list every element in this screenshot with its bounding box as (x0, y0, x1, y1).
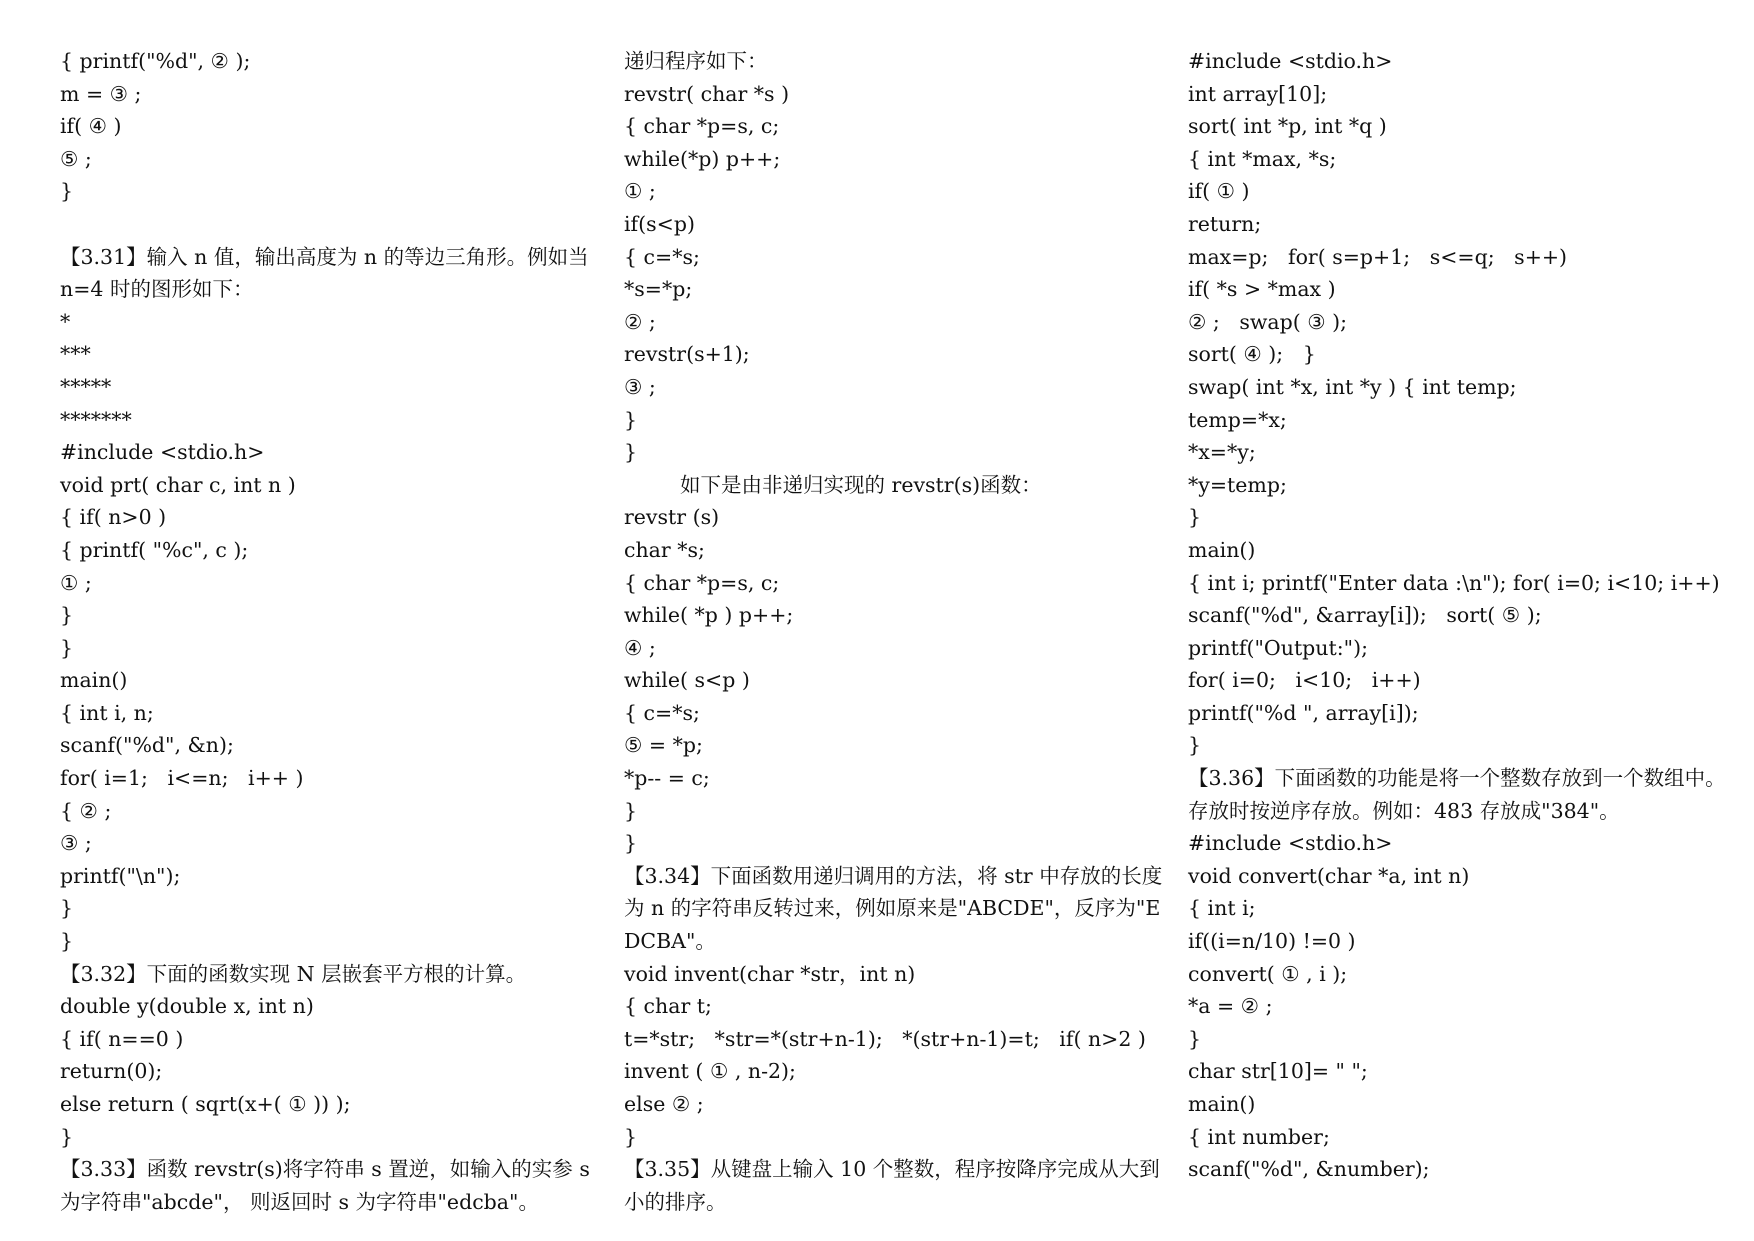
code-line: } (1188, 505, 1202, 530)
code-line: printf("\n"); (60, 863, 181, 888)
code-line: void convert(char *a, int n) (1188, 863, 1470, 888)
code-line (60, 208, 605, 241)
code-line: for( i=0; i<10; i++) (1188, 668, 1421, 693)
code-line: return; (1188, 211, 1262, 236)
code-line: *s=*p; (624, 277, 693, 302)
code-line: printf("%d ", array[i]); (1188, 700, 1419, 725)
code-line: } (60, 603, 74, 628)
code-line: main() (60, 668, 128, 693)
code-line: printf("Output:"); (1188, 635, 1368, 660)
code-line: } (60, 1124, 74, 1149)
code-line: char str[10]= " "; (1188, 1059, 1368, 1084)
code-line: ① ; (60, 570, 92, 595)
code-line: return(0); (60, 1059, 163, 1084)
code-line: ③ ; (624, 374, 656, 399)
question-heading: 【3.35】从键盘上输入 10 个整数，程序按降序完成从大到小的排序。 (624, 1157, 1160, 1214)
code-line: *** (60, 342, 91, 367)
code-line: 如下是由非递归实现的 revstr(s)函数： (680, 472, 1042, 497)
code-line: void invent(char *str，int n) (624, 961, 916, 986)
code-line: } (624, 440, 638, 465)
code-line: { c=*s; (624, 700, 700, 725)
question-heading: 【3.33】函数 revstr(s)将字符串 s 置逆，如输入的实参 s 为字符串"abcde"， 则返回时 s 为字符串"edcba"。 (60, 1157, 590, 1214)
code-line: ⑤ = *p; (624, 733, 703, 758)
code-line: { c=*s; (624, 244, 700, 269)
code-line: sort( ④ ); } (1188, 342, 1316, 367)
code-line: ⑤ ; (60, 146, 92, 171)
code-line: { printf("%d", ② ); (60, 49, 251, 73)
code-line: while( *p ) p++; (624, 603, 794, 628)
code-line: { char *p=s, c; (624, 114, 780, 139)
code-line: { int i, n; (60, 700, 154, 725)
code-line: 递归程序如下： (624, 49, 768, 73)
code-line: sort( int *p, int *q ) (1188, 114, 1387, 139)
code-line: m = ③ ; (60, 81, 142, 106)
code-line: swap( int *x, int *y ) { int temp; (1188, 374, 1517, 399)
code-line: scanf("%d", &number); (1188, 1157, 1430, 1182)
code-line: #include <stdio.h> (1188, 49, 1393, 73)
code-line: temp=*x; (1188, 407, 1287, 432)
code-line: ④ ; (624, 635, 656, 660)
code-line: { char t; (624, 994, 712, 1019)
code-line: { char *p=s, c; (624, 570, 780, 595)
code-line: { printf( "%c", c ); (60, 537, 249, 562)
code-line: revstr(s+1); (624, 342, 750, 367)
code-line: #include <stdio.h> (1188, 831, 1393, 856)
code-line: *p-- = c; (624, 766, 710, 791)
code-line: main() (1188, 1092, 1256, 1116)
code-line: if( ① ) (1188, 179, 1250, 204)
code-line: ① ; (624, 179, 656, 204)
code-line: revstr (s) (624, 505, 720, 530)
code-line: else ② ; (624, 1092, 704, 1116)
code-line: ***** (60, 374, 112, 399)
code-line: *x=*y; (1188, 440, 1256, 465)
code-line: if((i=n/10) !=0 ) (1188, 929, 1356, 954)
code-line: ② ; (624, 309, 656, 334)
code-line: { ② ; (60, 798, 112, 823)
code-line: revstr( char *s ) (624, 81, 790, 106)
code-line: } (60, 896, 74, 921)
code-line: for( i=1; i<=n; i++ ) (60, 766, 304, 791)
code-line: } (624, 831, 638, 856)
code-line: } (60, 179, 74, 204)
code-line: { if( n==0 ) (60, 1026, 184, 1051)
code-line: ③ ; (60, 831, 92, 856)
code-line: char *s; (624, 537, 705, 562)
page-column-middle (624, 45, 1169, 1218)
code-line: { int i; printf("Enter data :\n"); for( i=0; i<10; i++) (1188, 570, 1720, 595)
question-heading: 【3.34】下面函数用递归调用的方法，将 str 中存放的长度为 n 的字符串反转过来，例如原来是"ABCDE"，反序为"EDCBA"。 (624, 863, 1163, 954)
code-line: } (624, 798, 638, 823)
code-line: } (624, 407, 638, 432)
code-line: double y(double x, int n) (60, 994, 314, 1019)
code-line: { int i; (1188, 896, 1256, 921)
code-line: if(s<p) (624, 211, 695, 236)
code-line: scanf("%d", &n); (60, 733, 234, 758)
code-line: main() (1188, 537, 1256, 562)
code-line: { int *max, *s; (1188, 146, 1337, 171)
page-column-left (60, 45, 605, 1218)
code-line: } (624, 1124, 638, 1149)
code-line: * (60, 309, 71, 334)
code-line: } (60, 635, 74, 660)
code-line: *a = ② ; (1188, 994, 1273, 1019)
code-line: if( ④ ) (60, 114, 122, 139)
code-line: convert( ① , i ); (1188, 961, 1348, 986)
question-heading: 【3.36】下面函数的功能是将一个整数存放到一个数组中。存放时按逆序存放。例如：483 存放成"384"。 (1188, 766, 1726, 823)
page-column-right (1188, 45, 1733, 1186)
code-line: int array[10]; (1188, 81, 1328, 106)
code-line: { if( n>0 ) (60, 505, 167, 530)
code-line: void prt( char c, int n ) (60, 472, 296, 497)
question-heading: 【3.31】输入 n 值，输出高度为 n 的等边三角形。例如当 n=4 时的图形如下： (60, 244, 589, 302)
question-heading: 【3.32】下面的函数实现 N 层嵌套平方根的计算。 (60, 961, 527, 986)
code-line: else return ( sqrt(x+( ① )) ); (60, 1092, 351, 1116)
code-line: while( s<p ) (624, 668, 750, 693)
code-line: t=*str; *str=*(str+n-1); *(str+n-1)=t; if( n>2 ) (624, 1026, 1146, 1051)
code-line: } (1188, 1026, 1202, 1051)
code-line: #include <stdio.h> (60, 440, 265, 465)
code-line: } (60, 929, 74, 954)
code-line: scanf("%d", &array[i]); sort( ⑤ ); (1188, 603, 1542, 628)
code-line: *y=temp; (1188, 472, 1287, 497)
code-line: { int number; (1188, 1124, 1330, 1149)
code-line: invent ( ① , n-2); (624, 1059, 796, 1084)
code-line: if( *s > *max ) (1188, 277, 1336, 302)
code-line: while(*p) p++; (624, 146, 781, 171)
code-line: max=p; for( s=p+1; s<=q; s++) (1188, 244, 1568, 269)
code-line: ② ; swap( ③ ); (1188, 309, 1348, 334)
code-line: ******* (60, 407, 132, 432)
code-line: } (1188, 733, 1202, 758)
